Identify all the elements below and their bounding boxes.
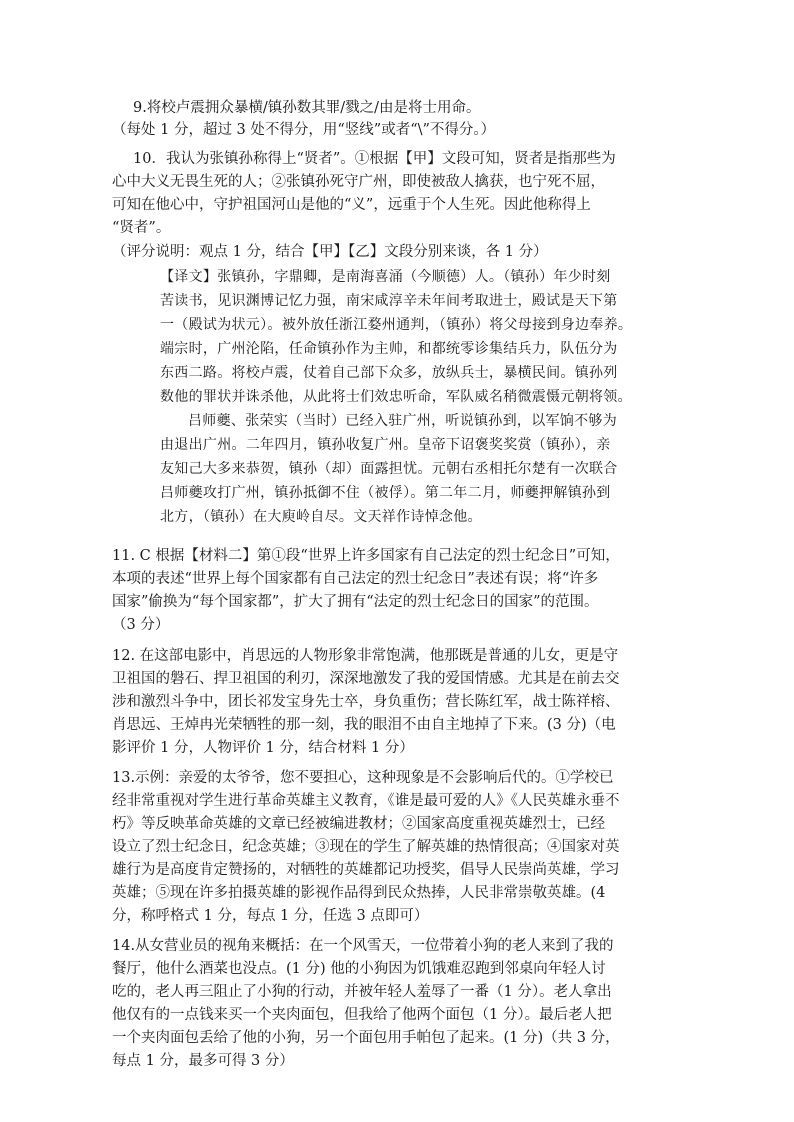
q10-scoring: （评分说明：观点 1 分，结合【甲】【乙】文段分别来谈，各 1 分）: [112, 244, 548, 260]
q13-line: 朽》等反映革命英雄的文章已经被编进教材；②国家高度重视英雄烈士，已经: [112, 816, 605, 832]
q10-line: 心中大义无畏生死的人；②张镇孙死守广州，即使被敌人擒获，也宁死不屈，: [112, 174, 605, 190]
translation-line: 北方，（镇孙）在大庾岭自尽。文天祥作诗悼念他。: [160, 509, 482, 525]
translation-line: 端宗时，广州沦陷，任命镇孙作为主帅，和都统零诊集结兵力，队伍分为: [160, 341, 618, 357]
q13-line: 雄行为是高度肯定赞扬的，对牺牲的英雄都记功授奖，倡导人民崇尚英雄，学习: [112, 862, 620, 878]
translation-line: 由退出广州。二年四月，镇孙收复广州。皇帝下诏褒奖奖赏（镇孙），亲: [160, 437, 611, 453]
q11-line: （3 分）: [112, 617, 170, 633]
q9-scoring: （每处 1 分，超过 3 处不得分，用“竖线”或者“\”不得分。）: [112, 122, 496, 138]
translation-line: 吕师夔、张荣实（当时）已经入驻广州，听说镇孙到，以军饷不够为: [188, 413, 617, 429]
q10-line: 可知在他心中，守护祖国河山是他的“义”，远重于个人生死。因此他称得上: [112, 197, 591, 213]
q14-line: 吃的，老人再三阻止了小狗的行动，并被年轻人羞辱了一番（1 分）。老人拿出: [112, 984, 612, 1000]
q9-answer: 9.将校卢震拥众暴横/镇孙数其罪/戮之/由是将士用命。: [133, 100, 481, 116]
q13-line: 分，称呼格式 1 分，每点 1 分，任选 3 点即可）: [112, 908, 429, 924]
q14-line: 餐厅，他什么酒菜也没点。(1 分) 他的小狗因为饥饿难忍跑到邻桌向年轻人讨: [112, 961, 606, 977]
q11-line: 国家”偷换为“每个国家都”，扩大了拥有“法定的烈士纪念日的国家”的范围。: [112, 594, 599, 610]
translation-line: 苦读书，见识渊博记忆力强，南宋咸淳辛未年间考取进士，殿试是天下第: [160, 293, 618, 309]
q10-line: 10．我认为张镇孙称得上“贤者”。①根据【甲】文段可知，贤者是指那些为: [133, 151, 616, 167]
translation-line: 【译文】张镇孙，字鼎卿，是南海喜涌（今顺德）人。（镇孙）年少时刻: [160, 269, 611, 285]
q10-line: “贤者”。: [112, 220, 171, 236]
q13-line: 英雄；⑤现在许多拍摄英雄的影视作品得到民众热捧，人民非常崇敬英雄。(4: [112, 885, 606, 901]
translation-line: 数他的罪状并诛杀他，从此将士们效忠听命，军队威名稍微震慑元朝将领。: [160, 389, 632, 405]
q13-line: 经非常重视对学生进行革命英雄主义教育，《谁是最可爱的人》《人民英雄永垂不: [112, 793, 620, 809]
q14-line: 14.从女营业员的视角来概括：在一个风雪天，一位带着小狗的老人来到了我的: [112, 938, 614, 954]
q11-line: 11. C 根据【材料二】第①段“世界上许多国家有自己法定的烈士纪念日”可知，: [112, 548, 620, 564]
q12-line: 涉和激烈斗争中，团长祁发宝身先士卒，身负重伤；营长陈红军，战士陈祥榕、: [112, 694, 620, 710]
translation-line: 吕师夔攻打广州，镇孙抵御不住（被俘）。第二年二月，师夔押解镇孙到: [160, 485, 611, 501]
q12-line: 卫祖国的磐石、捍卫祖国的利刃，深深地激发了我的爱国情感。尤其是在前去交: [112, 671, 620, 687]
q12-line: 肖思远、王焯冉光荣牺牲的那一刻，我的眼泪不由自主地掉了下来。(3 分)（电: [112, 717, 616, 733]
q14-line: 每点 1 分，最多可得 3 分）: [112, 1053, 294, 1069]
q14-line: 他仅有的一点钱来买一个夹肉面包，但我给了他两个面包（1 分）。最后老人把: [112, 1007, 612, 1023]
q12-line: 12. 在这部电影中，肖思远的人物形象非常饱满，他那既是普通的儿女，更是守: [112, 648, 619, 664]
q13-line: 13.示例：亲爱的太爷爷，您不要担心，这种现象是不会影响后代的。①学校已: [112, 770, 614, 786]
q14-line: 一个夹肉面包丢给了他的小狗，另一个面包用手帕包了起来。(1 分)（共 3 分，: [112, 1030, 620, 1046]
q11-line: 本项的表述“世界上每个国家都有自己法定的烈士纪念日”表述有误；将“许多: [112, 571, 599, 587]
q13-line: 设立了烈士纪念日，纪念英雄；③现在的学生了解英雄的热情很高；④国家对英: [112, 839, 620, 855]
translation-line: 友知己大多来恭贺，镇孙（却）面露担忧。元朝右丞相托尔楚有一次联合: [160, 461, 618, 477]
translation-line: 一（殿试为状元）。被外放任浙江婺州通判，（镇孙）将父母接到身边奉养。: [160, 317, 633, 333]
translation-line: 东西二路。将校卢震，仗着自己部下众多，放纵兵士，暴横民间。镇孙列: [160, 365, 618, 381]
q12-line: 影评价 1 分，人物评价 1 分，结合材料 1 分）: [112, 740, 414, 756]
